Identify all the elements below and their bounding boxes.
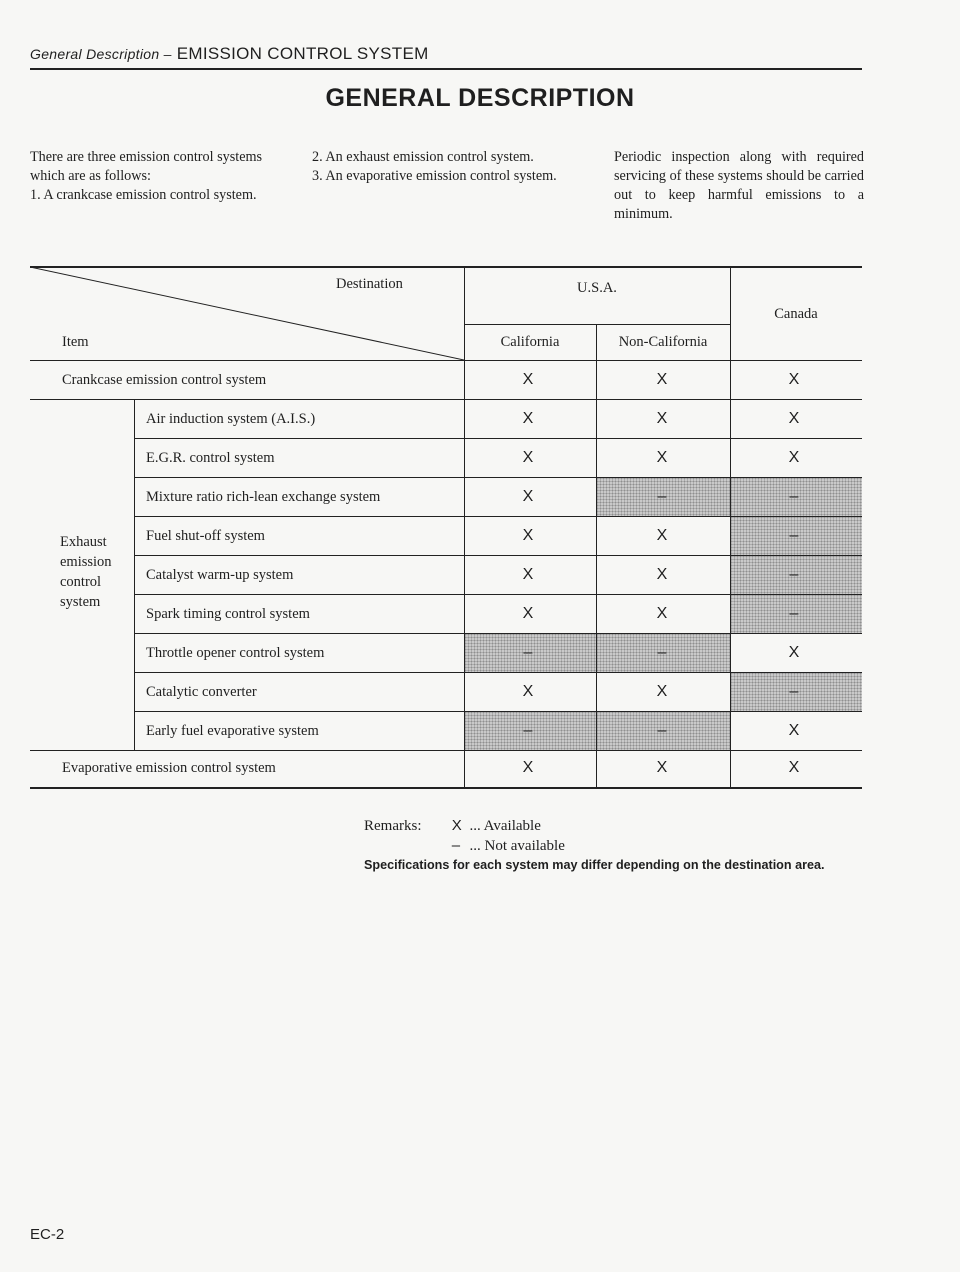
cell-mark: – [789, 566, 799, 583]
row-rule-8 [134, 672, 862, 673]
remarks-line-available [364, 816, 565, 836]
cell-mark: X [788, 759, 800, 776]
intro-column-1-visible [30, 148, 298, 205]
row-rule-6 [134, 594, 862, 595]
cell-mark: – [789, 683, 799, 700]
cell-mark: X [788, 449, 800, 466]
group-divider [134, 399, 135, 750]
intro-p1: There are three emission control systems which are as follows: [30, 149, 263, 184]
row-rule-2 [134, 438, 862, 439]
row-label: Evaporative emission control system [62, 760, 276, 776]
cell-mark: X [788, 410, 800, 427]
row-label: Early fuel evaporative system [146, 723, 319, 739]
cell-mark: X [522, 449, 534, 466]
row-label: Throttle opener control system [146, 645, 325, 661]
row-label: Catalytic converter [146, 684, 257, 700]
cell-mark: X [522, 759, 534, 776]
cell-mark: X [656, 410, 668, 427]
header-item: Item [62, 334, 89, 350]
cell-mark: X [656, 605, 668, 622]
header-rule [30, 68, 862, 70]
row-rule-5 [134, 555, 862, 556]
remarks-line-not-available [364, 836, 565, 856]
row-label: E.G.R. control system [146, 450, 275, 466]
cell-mark: X [788, 371, 800, 388]
cell-mark: – [789, 527, 799, 544]
col-divider-2 [596, 324, 597, 787]
intro-column-3: Periodic inspection along with required servicing of these systems should be carried out to keep harmful emissions to a minimum. [614, 149, 864, 222]
cell-mark: X [788, 722, 800, 739]
header-usa: U.S.A. [577, 280, 617, 296]
cell-mark: – [657, 488, 667, 505]
cell-mark: – [657, 644, 667, 661]
header-california: California [500, 334, 560, 350]
header-destination: Destination [336, 276, 403, 292]
remarks-label: Remarks: [364, 818, 422, 834]
cell-mark: – [657, 722, 667, 739]
cell-mark: X [522, 410, 534, 427]
row-rule-7 [134, 633, 862, 634]
row-label: Spark timing control system [146, 606, 310, 622]
col-divider-3 [730, 266, 731, 787]
header-canada: Canada [774, 306, 818, 322]
table-bottom-rule [30, 787, 862, 789]
cell-mark: X [656, 449, 668, 466]
row-rule-3 [134, 477, 862, 478]
group-label-exhaust: Exhaust emission control system [60, 534, 112, 610]
row-label: Air induction system (A.I.S.) [146, 411, 316, 427]
cell-mark: X [656, 759, 668, 776]
row-rule-10 [30, 750, 862, 751]
intro-p3: 2. An exhaust emission control system. [312, 149, 534, 165]
cell-mark: X [788, 644, 800, 661]
section-label: General Description – [30, 46, 172, 62]
cell-mark: X [656, 683, 668, 700]
page-header [30, 44, 862, 64]
row-label: Crankcase emission control system [62, 372, 267, 388]
intro-column-2 [312, 148, 584, 186]
section-title: EMISSION CONTROL SYSTEM [176, 44, 429, 63]
row-label: Mixture ratio rich-lean exchange system [146, 489, 381, 505]
cell-mark: X [656, 371, 668, 388]
cell-mark: – [789, 488, 799, 505]
intro-p4: 3. An evaporative emission control system. [312, 168, 557, 184]
cell-mark: X [522, 683, 534, 700]
cell-mark: – [523, 722, 533, 739]
cell-mark: – [523, 644, 533, 661]
available-text: ... Available [469, 818, 541, 834]
usa-sub-rule [464, 324, 730, 325]
cell-mark: X [656, 527, 668, 544]
cell-mark: X [656, 566, 668, 583]
remarks [364, 816, 565, 856]
row-rule-4 [134, 516, 862, 517]
cell-mark: X [522, 605, 534, 622]
cell-mark: X [522, 566, 534, 583]
row-rule-1 [30, 399, 862, 400]
page-number: EC-2 [30, 1226, 65, 1243]
row-rule-9 [134, 711, 862, 712]
row-label: Fuel shut-off system [146, 528, 265, 544]
row-label: Catalyst warm-up system [146, 567, 294, 583]
cell-mark: X [522, 371, 534, 388]
cell-mark: X [522, 488, 534, 505]
not-available-symbol: – [451, 837, 461, 854]
header-non-california: Non-California [618, 334, 708, 350]
page-title: GENERAL DESCRIPTION [325, 84, 635, 112]
specification-note: Specifications for each system may differ depending on the destination area. [364, 858, 825, 872]
emission-systems-table [30, 266, 862, 790]
cell-mark: – [789, 605, 799, 622]
available-symbol: X [451, 817, 462, 834]
intro-p2: 1. A crankcase emission control system. [30, 187, 257, 203]
not-available-text: ... Not available [469, 838, 565, 854]
cell-mark: X [522, 527, 534, 544]
